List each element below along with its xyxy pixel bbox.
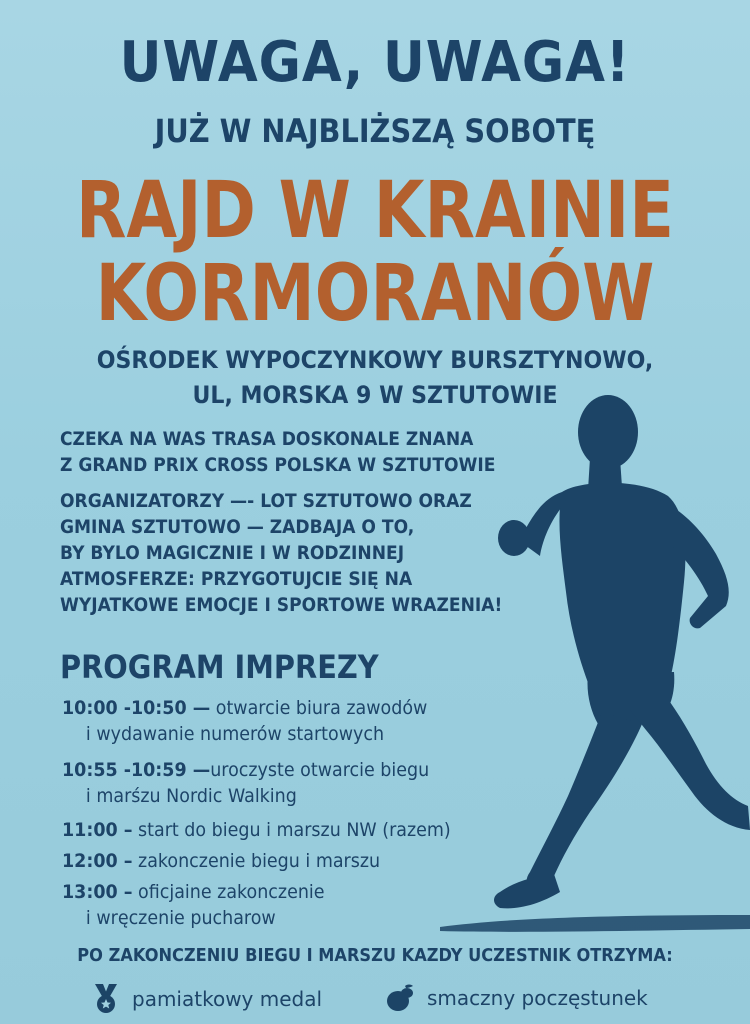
schedule-desc-cont: i marśzu Nordic Walking [85,785,297,807]
headline-attention: UWAGA, UWAGA! [119,30,631,95]
intro-text [60,426,564,478]
schedule-item [62,879,540,931]
schedule-desc-cont: i wręczenie pucharow [85,907,276,929]
schedule-time: 13:00 – [62,881,133,903]
organizers-text [60,488,564,618]
schedule-desc-cont: i wydawanie numerów startowych [85,723,385,745]
organizers-line: ATMOSFERZE: PRZYGOTUJCIE SIĘ NA [60,568,413,590]
schedule-time: 12:00 – [62,850,133,872]
prize-label: pamiatkowy medal [132,987,323,1011]
event-title-line1: RAJD W KRAINIE [75,166,675,256]
medal-icon [92,984,120,1014]
organizers-line: ORGANIZATORZY —- LOT SZTUTOWO ORAZ [60,490,472,512]
schedule-desc: otwarcie biura zawodów [210,697,428,719]
participant-reward-heading: PO ZAKONCZENIU BIEGU I MARSZU KAZDY UCZESTNIK OTRZYMA: [77,945,673,966]
schedule-desc: zakonczenie biegu i marszu [132,850,381,872]
schedule-time: 10:55 -10:59 — [62,759,211,781]
schedule-item [62,817,540,843]
schedule-item [62,695,540,747]
snack-icon [385,984,415,1012]
program-heading: PROGRAM IMPREZY [60,648,379,686]
schedule-desc: oficjaine zakonczenie [132,881,325,903]
schedule-desc: uroczyste otwarcie biegu [210,759,430,781]
schedule-item [62,848,540,874]
schedule-item [62,757,540,809]
intro-line: CZEKA NA WAS TRASA DOSKONALE ZNANA [60,428,474,450]
headline-saturday: JUŻ W NAJBLIŻSZĄ SOBOTĘ [154,112,596,150]
schedule-time: 10:00 -10:50 — [62,697,211,719]
venue-name: OŚRODEK WYPOCZYNKOWY BURSZTYNOWO, [96,346,654,374]
prize-medal [92,984,322,1014]
schedule-desc: start do biegu i marszu NW (razem) [132,819,451,841]
prize-snack [385,984,648,1012]
organizers-line: BY BYLO MAGICZNIE I W RODZINNEJ [60,542,405,564]
intro-line: Z GRAND PRIX CROSS POLSKA W SZTUTOWIE [60,454,496,476]
schedule-time: 11:00 – [62,819,133,841]
event-title-line2: KORMORANÓW [95,249,655,339]
venue-address: UL, MORSKA 9 W SZTUTOWIE [192,381,558,409]
prize-label: smaczny poczęstunek [427,986,648,1010]
organizers-line: GMINA SZTUTOWO — ZADBAJA O TO, [60,516,415,538]
organizers-line: WYJATKOWE EMOCJE I SPORTOWE WRAZENIA! [60,594,503,616]
